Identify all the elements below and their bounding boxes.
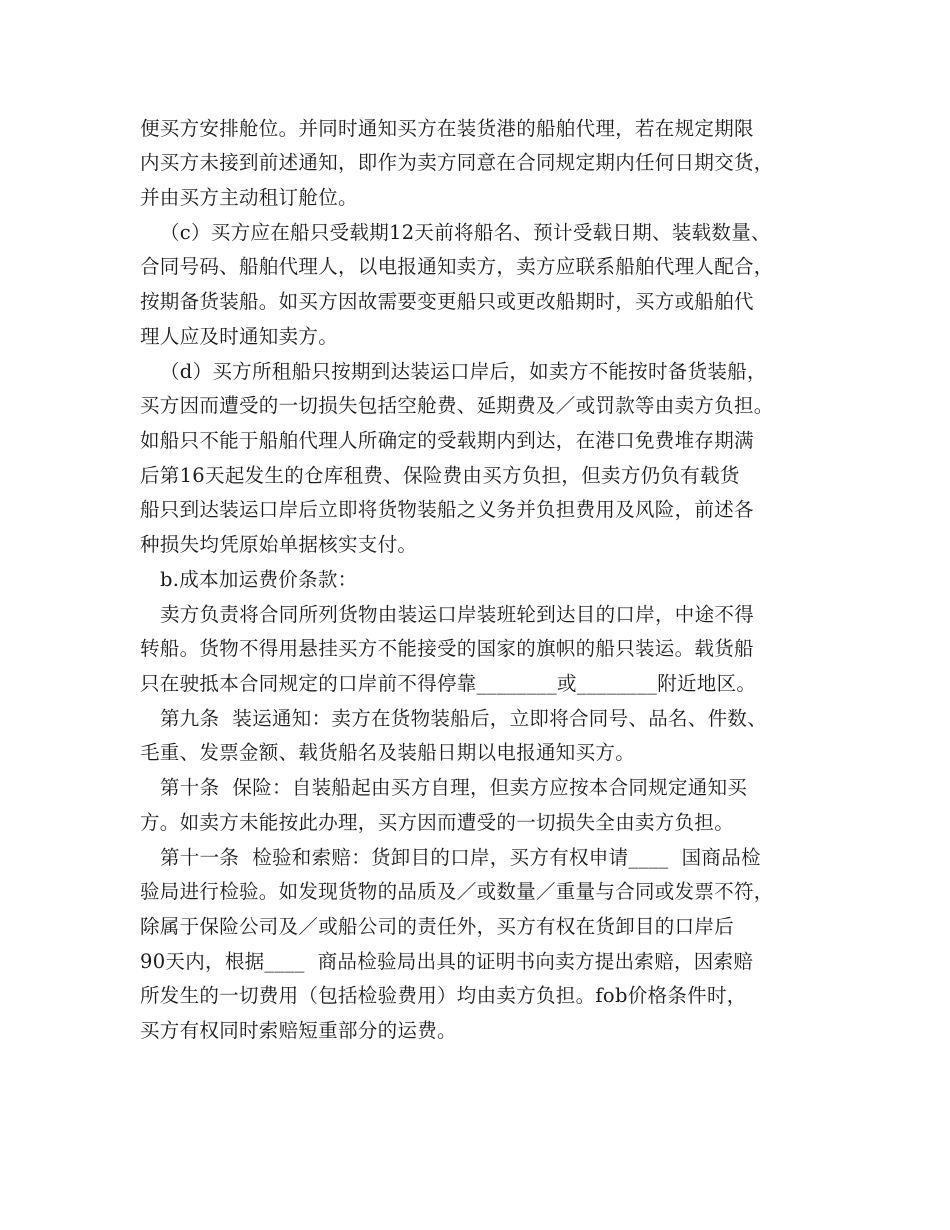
text-line: 90天内，根据____ 商品检验局出具的证明书向卖方提出索赔，因索赔	[140, 950, 754, 973]
text-line: 只在驶抵本合同规定的口岸前不得停靠________或________附近地区。	[140, 672, 757, 695]
text-line: 除属于保险公司及／或船公司的责任外，买方有权在货卸目的口岸后	[140, 915, 735, 938]
article-line: 第九条 装运通知：卖方在货物装船后，立即将合同号、品名、件数、	[160, 707, 767, 730]
text-line: 按期备货装船。如买方因故需要变更船只或更改船期时，买方或船舶代	[140, 290, 754, 313]
text-line: 如船只不能于船舶代理人所确定的受载期内到达，在港口免费堆存期满	[140, 429, 754, 452]
text-line: 买方有权同时索赔短重部分的运费。	[140, 1019, 457, 1042]
text-line: 并由买方主动租订舱位。	[140, 186, 358, 209]
text-line: 船只到达装运口岸后立即将货物装船之义务并负担费用及风险，前述各	[140, 498, 754, 521]
text-line: （c）买方应在船只受载期12天前将船名、预计受载日期、装载数量、	[160, 221, 771, 244]
text-line: 验局进行检验。如发现货物的品质及／或数量／重量与合同或发票不符，	[140, 880, 774, 903]
text-line: 买方因而遭受的一切损失包括空舱费、延期费及／或罚款等由卖方负担。	[140, 394, 774, 417]
text-line: 合同号码、船舶代理人，以电报通知卖方，卖方应联系船舶代理人配合，	[140, 255, 774, 278]
text-line: 理人应及时通知卖方。	[140, 325, 339, 348]
article-line: 第十一条 检验和索赔：货卸目的口岸，买方有权申请____ 国商品检	[160, 846, 761, 869]
text-line: 所发生的一切费用（包括检验费用）均由卖方负担。fob价格条件时，	[140, 984, 747, 1007]
text-line: 内买方未接到前述通知，即作为卖方同意在合同规定期内任何日期交货，	[140, 151, 774, 174]
text-line: 方。如卖方未能按此办理，买方因而遭受的一切损失全由卖方负担。	[140, 811, 735, 834]
text-line: 转船。货物不得用悬挂买方不能接受的国家的旗帜的船只装运。载货船	[140, 637, 754, 660]
text-line: （d）买方所租船只按期到达装运口岸后，如卖方不能按时备货装船，	[160, 360, 767, 383]
section-heading: b.成本加运费价条款：	[160, 568, 358, 591]
article-line: 第十条 保险：自装船起由买方自理，但卖方应按本合同规定通知买	[160, 776, 748, 799]
text-line: 种损失均凭原始单据核实支付。	[140, 533, 418, 556]
text-line: 卖方负责将合同所列货物由装运口岸装班轮到达目的口岸，中途不得	[160, 603, 755, 626]
text-line: 后第16天起发生的仓库租费、保险费由买方负担，但卖方仍负有载货	[140, 464, 740, 487]
text-line: 毛重、发票金额、载货船名及装船日期以电报通知买方。	[140, 741, 636, 764]
text-line: 便买方安排舱位。并同时通知买方在装货港的船舶代理，若在规定期限	[140, 117, 754, 140]
